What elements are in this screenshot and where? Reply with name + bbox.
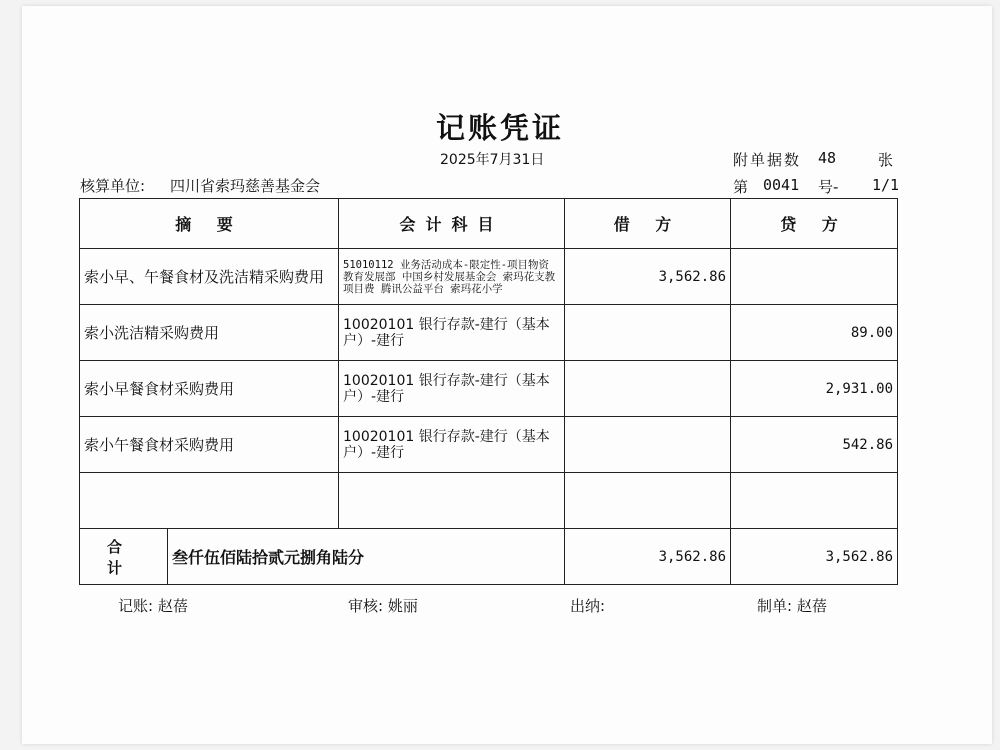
table-row xyxy=(80,417,898,473)
voucher-number-suffix: 号- xyxy=(818,178,839,196)
total-debit: 3,562.86 xyxy=(565,529,731,585)
entry-summary: 索小洗洁精采购费用 xyxy=(80,305,339,361)
header-credit: 贷 方 xyxy=(731,199,898,249)
entry-summary: 索小早、午餐食材及洗洁精采购费用 xyxy=(80,249,339,305)
table-row xyxy=(80,305,898,361)
entry-debit xyxy=(565,361,731,417)
attachments-count: 48 xyxy=(818,149,837,167)
total-row xyxy=(80,529,898,585)
entry-credit: 2,931.00 xyxy=(731,361,898,417)
voucher-page: 1/1 xyxy=(872,176,900,194)
entry-account: 10020101 银行存款-建行（基本户）-建行 xyxy=(339,305,565,361)
entry-account: 10020101 银行存款-建行（基本户）-建行 xyxy=(339,361,565,417)
voucher-number-prefix: 第 xyxy=(733,178,749,196)
header-account: 会计科目 xyxy=(339,199,565,249)
entry-debit xyxy=(565,417,731,473)
footer-reviewer: 审核: 姚丽 xyxy=(348,597,418,615)
footer-cashier: 出纳: xyxy=(570,597,606,615)
voucher-number: 0041 xyxy=(763,176,800,194)
entry-debit xyxy=(565,305,731,361)
entry-account: 10020101 银行存款-建行（基本户）-建行 xyxy=(339,417,565,473)
voucher-title: 记账凭证 xyxy=(435,111,564,145)
empty-row xyxy=(80,473,898,529)
entry-debit: 3,562.86 xyxy=(565,249,731,305)
entry-account: 51010112 业务活动成本-限定性-项目物资 教育发展部 中国乡村发展基金会 索玛花支教 项目费 腾讯公益平台 索玛花小学 xyxy=(339,249,565,305)
entry-credit: 89.00 xyxy=(731,305,898,361)
attachments-label: 附单据数 xyxy=(733,151,802,169)
org-name: 四川省索玛慈善基金会 xyxy=(170,177,321,195)
attachments-unit: 张 xyxy=(878,151,894,169)
entry-summary: 索小午餐食材采购费用 xyxy=(80,417,339,473)
footer-bookkeeper: 记账: 赵蓓 xyxy=(118,597,188,615)
total-label: 合 计 xyxy=(80,529,168,585)
entry-credit: 542.86 xyxy=(731,417,898,473)
entry-credit xyxy=(731,249,898,305)
header-debit: 借 方 xyxy=(565,199,731,249)
total-credit: 3,562.86 xyxy=(731,529,898,585)
footer-preparer: 制单: 赵蓓 xyxy=(757,597,827,615)
table-row xyxy=(80,361,898,417)
table-header-row xyxy=(80,199,898,249)
table-row xyxy=(80,249,898,305)
voucher-table xyxy=(79,198,898,585)
org-label: 核算单位: xyxy=(80,177,146,195)
voucher-date: 2025年7月31日 xyxy=(440,152,545,168)
header-summary: 摘 要 xyxy=(80,199,339,249)
total-amount-words: 叁仟伍佰陆拾贰元捌角陆分 xyxy=(168,529,565,585)
entry-summary: 索小早餐食材采购费用 xyxy=(80,361,339,417)
